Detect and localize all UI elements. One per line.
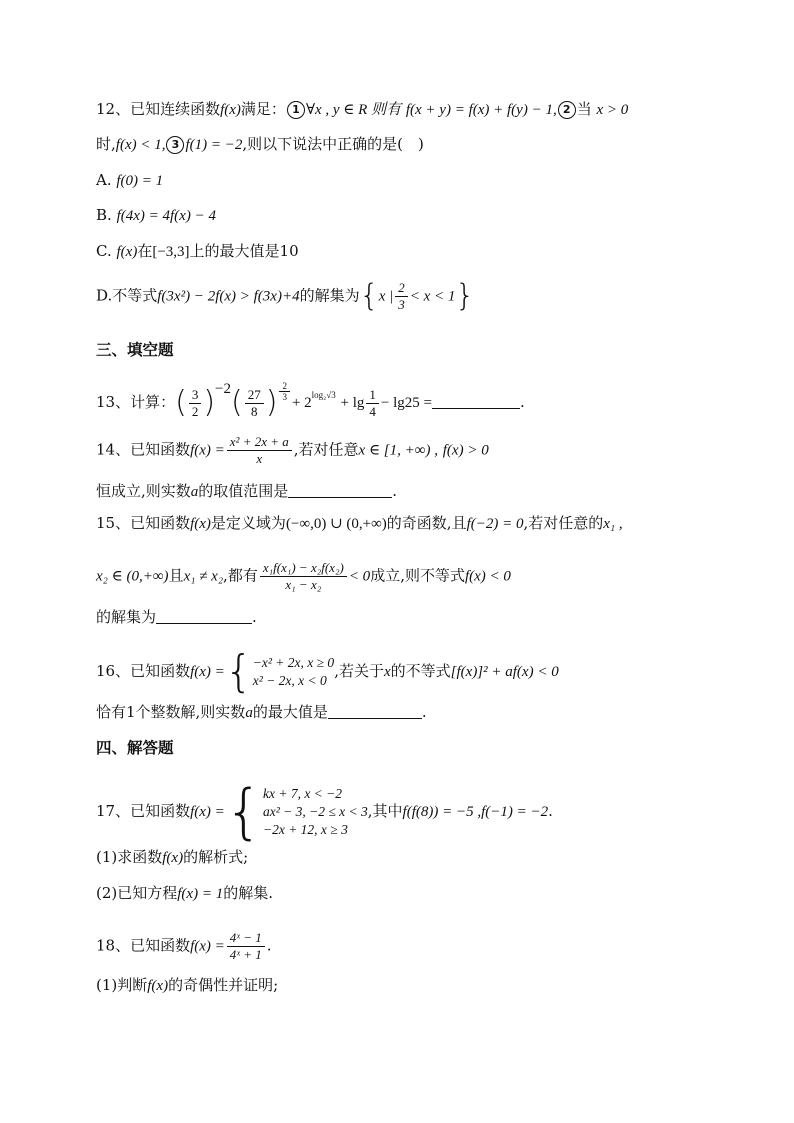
q16-mid2: 的不等式 xyxy=(390,662,451,680)
paren-close-icon: ) xyxy=(265,385,278,420)
q14-math1: x ∈ [1, +∞) , xyxy=(358,442,438,459)
option-a-math: f(0) = 1 xyxy=(116,173,164,189)
q12-option-a xyxy=(96,169,163,192)
q18-frac-den: 4ˣ + 1 xyxy=(229,947,262,962)
q17-p1-suffix: 的解析式; xyxy=(183,848,249,866)
condition-2-marker: 2 xyxy=(558,101,576,119)
q14-end: . xyxy=(392,482,398,500)
answer-blank[interactable] xyxy=(328,704,422,719)
q15-line1 xyxy=(96,512,623,535)
q16-case2: x² − 2x, x < 0 xyxy=(252,673,327,688)
q16-line2-rest: 的最大值是 xyxy=(252,703,328,721)
right-brace-icon: } xyxy=(455,278,475,314)
q15-neq: x₁ ≠ x₂ xyxy=(183,568,224,585)
q15-mid1: 是定义域为 xyxy=(210,514,286,532)
q15-frac-den: x₁ − x₂ xyxy=(285,577,322,592)
q13-exp2-den: 3 xyxy=(282,392,287,402)
q14-fraction xyxy=(227,434,292,467)
q13-frac3-den: 4 xyxy=(369,403,376,419)
q15-fraction xyxy=(260,560,347,593)
q12-option-c xyxy=(96,240,299,263)
q17-part1 xyxy=(96,846,248,869)
q17-cond1: f(f(8)) = −5 , xyxy=(402,804,482,820)
q13-exp2 xyxy=(279,381,290,402)
answer-blank[interactable] xyxy=(288,483,392,498)
q13-prefix: 13、计算： xyxy=(96,393,176,411)
q13-frac1-num: 3 xyxy=(189,387,202,404)
q16-mid: ,若关于 xyxy=(334,662,384,680)
option-d-frac-den: 3 xyxy=(398,297,405,312)
piecewise-brace-icon: { xyxy=(224,646,253,697)
q17-p2-prefix: (2)已知方程 xyxy=(96,884,178,902)
q13-exp1: −2 xyxy=(215,381,231,397)
q14-mid: ,若对任意 xyxy=(293,440,359,459)
q13-end: . xyxy=(520,393,525,411)
q16-end: . xyxy=(421,703,427,721)
q15-x2: x₂ ∈ (0,+∞) xyxy=(96,568,169,585)
q16-line2 xyxy=(96,701,427,724)
q18-prefix: 18、已知函数 xyxy=(96,936,191,955)
q12-cond2: 当 xyxy=(576,100,592,118)
section-3-heading: 三、填空题 xyxy=(96,341,174,359)
q15-line2 xyxy=(96,560,511,593)
q16-case1: −x² + 2x, x ≥ 0 xyxy=(252,655,335,670)
q17-case2: ax² − 3, −2 ≤ x < 3 xyxy=(262,804,368,819)
q18-end: . xyxy=(266,936,272,955)
q12-f: f(x) xyxy=(220,102,241,118)
paren-open-icon: ( xyxy=(231,385,243,420)
q18-p1-prefix: (1)判断 xyxy=(96,976,148,994)
q13-frac3 xyxy=(366,387,379,420)
q17-p1-f: f(x) xyxy=(162,850,184,866)
answer-blank[interactable] xyxy=(432,394,520,409)
q15-lt0: < 0 xyxy=(348,568,371,585)
q14-frac-den: x xyxy=(256,451,263,466)
q16-ineq: [f(x)]² + af(x) < 0 xyxy=(450,664,559,680)
option-d-set-pre: x | xyxy=(378,288,394,305)
q15-f: f(x) xyxy=(190,516,211,532)
piecewise-brace-icon: { xyxy=(224,777,263,847)
option-b-math: f(4x) = 4f(x) − 4 xyxy=(116,208,216,224)
q12-line2-math: f(x) < 1, xyxy=(115,137,166,153)
q17-cond2: f(−1) = −2 xyxy=(481,804,549,820)
q17-f: f(x) = xyxy=(190,804,225,820)
q12-cond1: ∀x , y ∈ R 则有 xyxy=(305,102,402,118)
q15-ineq: f(x) < 0 xyxy=(464,568,511,585)
q16-x: x xyxy=(383,664,391,680)
q17-cases xyxy=(263,785,368,839)
q13-rest-a: + 2 xyxy=(291,395,312,411)
q15-cond: f(−2) = 0 xyxy=(466,516,524,532)
q14-a: a xyxy=(190,484,199,500)
q17-p2-suffix: 的解集. xyxy=(223,884,273,902)
q13-frac3-num: 1 xyxy=(366,387,379,404)
q13-line xyxy=(96,378,525,420)
q12-cond3: f(1) = −2 xyxy=(185,137,243,153)
q18-part1 xyxy=(96,974,278,997)
paren-open-icon: ( xyxy=(175,385,187,420)
q15-line2-mid3: 成立,则不等式 xyxy=(370,566,465,585)
q18-line1 xyxy=(96,930,272,963)
q15-end: . xyxy=(252,608,257,626)
q14-line1 xyxy=(96,434,489,467)
q18-f: f(x) = xyxy=(190,938,225,955)
paren-close-icon: ) xyxy=(203,385,216,420)
q13-rest-b: + lg xyxy=(340,395,365,411)
q15-line2-mid: 且 xyxy=(168,566,184,585)
q16-a: a xyxy=(245,705,253,721)
option-a-label: A. xyxy=(96,171,112,189)
option-c-interval: [−3,3] xyxy=(152,244,190,260)
option-d-frac-num: 2 xyxy=(395,280,408,297)
q12-line2 xyxy=(96,133,424,156)
q17-end: . xyxy=(548,802,553,820)
q14-line2 xyxy=(96,480,397,503)
q13-frac2 xyxy=(245,387,264,420)
option-c-math: f(x) xyxy=(116,244,138,260)
q14-frac-num: x² + 2x + a xyxy=(227,434,292,451)
q12-cond1-eq: f(x + y) = f(x) + f(y) − 1, xyxy=(405,102,557,118)
option-b-label: B. xyxy=(96,206,112,224)
q18-fraction xyxy=(227,930,265,963)
q17-case1: kx + 7, x < −2 xyxy=(262,786,343,801)
q16-prefix: 16、已知函数 xyxy=(96,662,191,680)
q14-prefix: 14、已知函数 xyxy=(96,440,191,459)
q17-p1-prefix: (1)求函数 xyxy=(96,848,163,866)
q12-option-b xyxy=(96,204,216,227)
q18-frac-num: 4ˣ − 1 xyxy=(227,930,265,947)
q15-mid3: ,若对任意的 xyxy=(523,514,604,532)
option-c-suffix: 上的最大值是10 xyxy=(189,242,299,260)
q13-frac2-num: 27 xyxy=(245,387,264,404)
option-d-set-post: < x < 1 xyxy=(409,288,456,305)
q12-cond2-math: x > 0 xyxy=(596,102,629,118)
q12-prefix: 12、已知连续函数 xyxy=(96,100,221,118)
condition-1-marker: 1 xyxy=(287,101,305,119)
q12-line1 xyxy=(96,98,628,121)
q13-frac1 xyxy=(189,387,202,420)
q13-frac2-den: 8 xyxy=(250,403,258,419)
q12-line2-suffix: ,则以下说法中正确的是( ) xyxy=(242,135,424,153)
q15-domain: (−∞,0) ∪ (0,+∞) xyxy=(285,516,387,532)
option-d-label: D.不等式 xyxy=(96,286,158,305)
q16-line1 xyxy=(96,646,559,697)
q12-line2-prefix: 时, xyxy=(96,135,116,153)
q15-line2-mid2: ,都有 xyxy=(223,566,258,585)
q17-line1 xyxy=(96,777,553,847)
option-d-fraction xyxy=(395,280,408,313)
q18-p1-suffix: 的奇偶性并证明; xyxy=(168,976,279,994)
q12-option-d xyxy=(96,280,474,313)
q17-case3: −2x + 12, x ≥ 3 xyxy=(262,822,348,837)
q16-cases xyxy=(253,654,334,690)
q15-x1: x₁ , xyxy=(603,516,623,532)
option-d-math: f(3x²) − 2f(x) > f(3x)+4 xyxy=(157,288,300,305)
condition-3-marker: 3 xyxy=(166,136,184,154)
option-c-mid: 在 xyxy=(137,242,153,260)
option-d-mid: 的解集为 xyxy=(299,286,360,305)
q14-line2-text: 恒成立,则实数 xyxy=(96,482,191,500)
q17-p2-eq: f(x) = 1 xyxy=(177,886,224,902)
left-brace-icon: { xyxy=(359,278,379,314)
q15-prefix: 15、已知函数 xyxy=(96,514,191,532)
q14-line2-rest: 的取值范围是 xyxy=(198,482,289,500)
answer-blank[interactable] xyxy=(156,609,252,624)
q16-f: f(x) = xyxy=(190,664,225,680)
q13-exp2-num: 2 xyxy=(279,381,290,392)
q17-mid: ,其中 xyxy=(367,802,403,820)
q15-line3 xyxy=(96,606,257,628)
q15-line3-text: 的解集为 xyxy=(96,608,157,626)
q18-p1-f: f(x) xyxy=(147,978,169,994)
q14-f: f(x) = xyxy=(190,442,225,459)
q12-mid: 满足： xyxy=(240,100,286,118)
q14-math2: f(x) > 0 xyxy=(442,442,489,459)
q13-frac1-den: 2 xyxy=(191,403,199,419)
q15-frac-num: x₁f(x₁) − x₂f(x₂) xyxy=(260,560,347,577)
q17-part2 xyxy=(96,882,273,905)
q15-mid2: 的奇函数,且 xyxy=(386,514,467,532)
q13-rest-c: − lg25 = xyxy=(380,395,432,411)
q17-prefix: 17、已知函数 xyxy=(96,802,191,820)
section-4-heading: 四、解答题 xyxy=(96,739,174,757)
q13-log-sup: log₂√3 xyxy=(311,390,336,400)
q16-line2-text: 恰有1个整数解,则实数 xyxy=(96,703,246,721)
option-c-label: C. xyxy=(96,242,112,260)
